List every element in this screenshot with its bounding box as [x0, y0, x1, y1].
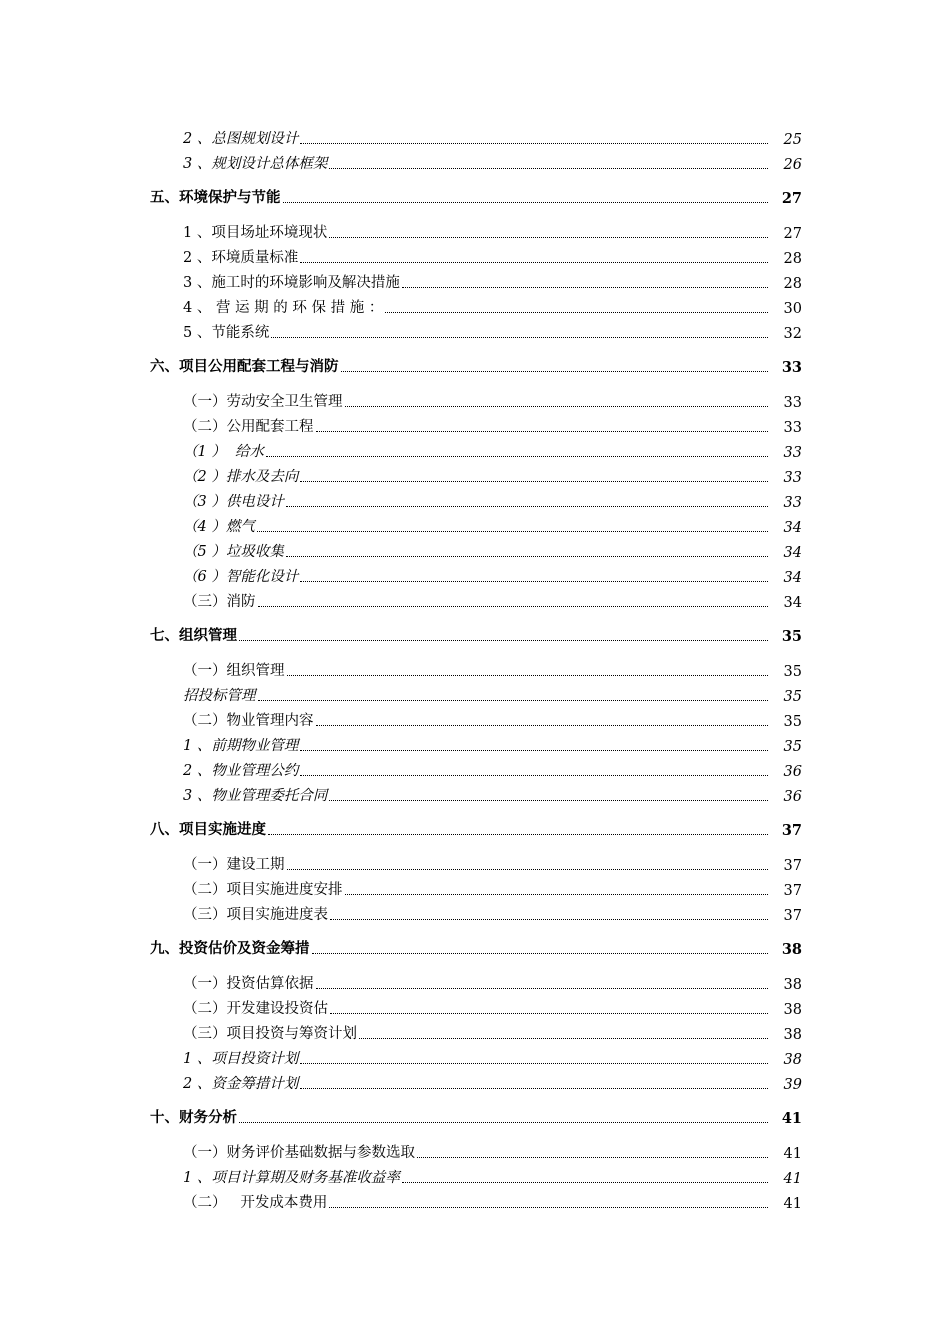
- toc-entry-title: 七、组织管理: [150, 628, 237, 644]
- toc-page-number: 33: [783, 495, 802, 511]
- toc-entry-title: （二）开发建设投资估: [183, 1001, 328, 1017]
- toc-chapter-entry[interactable]: [150, 622, 950, 646]
- toc-dot-leader: [402, 1181, 768, 1183]
- toc-page-number: 30: [783, 301, 802, 317]
- toc-entry-title: （一）建设工期: [183, 857, 285, 873]
- toc-entry-title: （4 ）燃气: [183, 519, 255, 535]
- toc-page-number: 34: [783, 595, 802, 611]
- toc-section-entry[interactable]: [183, 706, 950, 731]
- toc-section-entry[interactable]: [183, 1188, 950, 1213]
- toc-dot-leader: [345, 405, 769, 407]
- toc-section-entry[interactable]: [183, 462, 950, 487]
- toc-page-number: 35: [783, 714, 802, 730]
- toc-dot-leader: [330, 918, 768, 920]
- toc-page-number: 28: [783, 276, 802, 292]
- toc-section-entry[interactable]: [183, 387, 950, 412]
- toc-dot-leader: [268, 833, 768, 835]
- toc-page-number: 33: [783, 445, 802, 461]
- toc-section-entry[interactable]: [183, 1138, 950, 1163]
- toc-entry-title: （三）消防: [183, 594, 256, 610]
- toc-dot-leader: [402, 286, 768, 288]
- toc-entry-title: 九、投资估价及资金筹措: [150, 941, 310, 957]
- toc-page-number: 38: [781, 941, 802, 958]
- toc-section-entry[interactable]: [183, 487, 950, 512]
- toc-page-number: 27: [781, 190, 802, 207]
- toc-chapter-entry[interactable]: [150, 816, 950, 840]
- toc-dot-leader: [258, 699, 769, 701]
- toc-entry-title: 3 、规划设计总体框架: [183, 156, 328, 172]
- toc-dot-leader: [300, 580, 768, 582]
- toc-page-number: 41: [783, 1171, 802, 1187]
- toc-page-number: 35: [781, 628, 802, 645]
- toc-dot-leader: [300, 480, 768, 482]
- toc-dot-leader: [329, 167, 768, 169]
- toc-dot-leader: [300, 1062, 768, 1064]
- toc-dot-leader: [257, 530, 768, 532]
- toc-entry-title: 2 、环境质量标准: [183, 250, 299, 266]
- toc-section-entry[interactable]: [183, 537, 950, 562]
- toc-section-entry[interactable]: [183, 681, 950, 706]
- toc-entry-title: （三）项目实施进度表: [183, 907, 328, 923]
- toc-entry-title: （一）组织管理: [183, 663, 285, 679]
- toc-entry-title: 招投标管理: [183, 688, 256, 704]
- toc-dot-leader: [239, 1121, 768, 1123]
- table-of-contents: [0, 124, 950, 1213]
- toc-section-entry[interactable]: [183, 875, 950, 900]
- toc-page-number: 38: [783, 977, 802, 993]
- toc-entry-title: 3 、物业管理委托合同: [183, 788, 328, 804]
- toc-dot-leader: [286, 505, 768, 507]
- toc-page-number: 37: [781, 822, 802, 839]
- toc-dot-leader: [341, 370, 769, 372]
- toc-page-number: 33: [783, 420, 802, 436]
- toc-section-entry[interactable]: [183, 318, 950, 343]
- toc-page-number: 34: [783, 570, 802, 586]
- toc-section-entry[interactable]: [183, 1044, 950, 1069]
- toc-dot-leader: [316, 987, 769, 989]
- toc-section-entry[interactable]: [183, 218, 950, 243]
- toc-entry-title: 五、环境保护与节能: [150, 190, 281, 206]
- toc-entry-title: （二）公用配套工程: [183, 419, 314, 435]
- toc-entry-title: 十、财务分析: [150, 1110, 237, 1126]
- toc-dot-leader: [266, 455, 768, 457]
- toc-section-entry[interactable]: [183, 731, 950, 756]
- toc-page-number: 37: [783, 908, 802, 924]
- toc-page-number: 25: [783, 132, 802, 148]
- toc-entry-title: （5 ）垃圾收集: [183, 544, 284, 560]
- toc-dot-leader: [330, 1012, 768, 1014]
- toc-section-entry[interactable]: [183, 562, 950, 587]
- toc-chapter-entry[interactable]: [150, 1104, 950, 1128]
- toc-dot-leader: [287, 674, 769, 676]
- toc-page-number: 38: [783, 1002, 802, 1018]
- toc-entry-title: 5 、节能系统: [183, 325, 270, 341]
- toc-page-number: 27: [783, 226, 802, 242]
- toc-dot-leader: [345, 893, 769, 895]
- toc-entry-title: 2 、总图规划设计: [183, 131, 299, 147]
- toc-page-number: 28: [783, 251, 802, 267]
- toc-section-entry[interactable]: [183, 124, 950, 149]
- toc-section-entry[interactable]: [183, 437, 950, 462]
- toc-section-entry[interactable]: [183, 850, 950, 875]
- toc-section-entry[interactable]: [183, 268, 950, 293]
- toc-chapter-entry[interactable]: [150, 184, 950, 208]
- toc-entry-title: 1 、项目投资计划: [183, 1051, 299, 1067]
- toc-entry-title: （一）财务评价基础数据与参数选取: [183, 1145, 415, 1161]
- toc-entry-title: （1 ） 给水: [183, 444, 265, 460]
- toc-dot-leader: [300, 1087, 768, 1089]
- toc-section-entry[interactable]: [183, 293, 950, 318]
- toc-page-number: 35: [783, 739, 802, 755]
- toc-page-number: 33: [783, 470, 802, 486]
- toc-section-entry[interactable]: [183, 412, 950, 437]
- toc-page-number: 37: [783, 858, 802, 874]
- toc-dot-leader: [312, 952, 769, 954]
- toc-dot-leader: [316, 724, 769, 726]
- toc-section-entry[interactable]: [183, 1019, 950, 1044]
- toc-page-number: 26: [783, 157, 802, 173]
- toc-entry-title: 2 、物业管理公约: [183, 763, 299, 779]
- toc-page-number: 41: [783, 1146, 802, 1162]
- toc-dot-leader: [316, 430, 769, 432]
- toc-entry-title: （二）物业管理内容: [183, 713, 314, 729]
- toc-dot-leader: [300, 774, 768, 776]
- toc-entry-title: （二）项目实施进度安排: [183, 882, 343, 898]
- toc-page-number: 34: [783, 545, 802, 561]
- toc-entry-title: （3 ）供电设计: [183, 494, 284, 510]
- toc-page-number: 35: [783, 689, 802, 705]
- toc-page-number: 35: [783, 664, 802, 680]
- toc-page-number: 41: [783, 1196, 802, 1212]
- toc-entry-title: 4 、 营 运 期 的 环 保 措 施 ：: [183, 300, 384, 316]
- toc-entry-title: （三）项目投资与筹资计划: [183, 1026, 357, 1042]
- toc-entry-title: （6 ）智能化设计: [183, 569, 299, 585]
- toc-page-number: 33: [783, 395, 802, 411]
- toc-entry-title: 八、项目实施进度: [150, 822, 266, 838]
- toc-entry-title: 六、项目公用配套工程与消防: [150, 359, 339, 375]
- toc-page-number: 39: [783, 1077, 802, 1093]
- toc-entry-title: 1 、项目场址环境现状: [183, 225, 328, 241]
- toc-section-entry[interactable]: [183, 994, 950, 1019]
- toc-dot-leader: [300, 142, 768, 144]
- toc-dot-leader: [283, 201, 769, 203]
- toc-page-number: 36: [783, 789, 802, 805]
- toc-section-entry[interactable]: [183, 900, 950, 925]
- toc-dot-leader: [329, 1206, 768, 1208]
- toc-section-entry[interactable]: [183, 969, 950, 994]
- toc-section-entry[interactable]: [183, 656, 950, 681]
- toc-dot-leader: [300, 261, 768, 263]
- toc-page-number: 34: [783, 520, 802, 536]
- toc-section-entry[interactable]: [183, 512, 950, 537]
- toc-entry-title: （一）投资估算依据: [183, 976, 314, 992]
- toc-section-entry[interactable]: [183, 1163, 950, 1188]
- toc-page-number: 33: [781, 359, 802, 376]
- toc-entry-title: 2 、资金筹措计划: [183, 1076, 299, 1092]
- toc-page-number: 41: [781, 1110, 802, 1127]
- toc-dot-leader: [385, 311, 768, 313]
- toc-dot-leader: [271, 336, 768, 338]
- toc-page-number: 38: [783, 1052, 802, 1068]
- toc-dot-leader: [258, 605, 769, 607]
- toc-dot-leader: [300, 749, 768, 751]
- toc-page-number: 36: [783, 764, 802, 780]
- toc-section-entry[interactable]: [183, 1069, 950, 1094]
- toc-section-entry[interactable]: [183, 756, 950, 781]
- toc-dot-leader: [329, 236, 768, 238]
- toc-section-entry[interactable]: [183, 149, 950, 174]
- toc-page-number: 32: [783, 326, 802, 342]
- toc-entry-title: （一）劳动安全卫生管理: [183, 394, 343, 410]
- toc-dot-leader: [287, 868, 769, 870]
- toc-entry-title: 1 、项目计算期及财务基准收益率: [183, 1170, 400, 1186]
- toc-section-entry[interactable]: [183, 243, 950, 268]
- toc-dot-leader: [286, 555, 768, 557]
- toc-entry-title: 3 、施工时的环境影响及解决措施: [183, 275, 400, 291]
- toc-page-number: 37: [783, 883, 802, 899]
- toc-page-number: 38: [783, 1027, 802, 1043]
- toc-dot-leader: [417, 1156, 768, 1158]
- toc-section-entry[interactable]: [183, 781, 950, 806]
- toc-chapter-entry[interactable]: [150, 353, 950, 377]
- toc-dot-leader: [329, 799, 768, 801]
- toc-chapter-entry[interactable]: [150, 935, 950, 959]
- toc-dot-leader: [239, 639, 768, 641]
- toc-entry-title: （二） 开发成本费用: [183, 1195, 328, 1211]
- toc-entry-title: （2 ）排水及去向: [183, 469, 299, 485]
- toc-dot-leader: [359, 1037, 768, 1039]
- toc-section-entry[interactable]: [183, 587, 950, 612]
- toc-entry-title: 1 、前期物业管理: [183, 738, 299, 754]
